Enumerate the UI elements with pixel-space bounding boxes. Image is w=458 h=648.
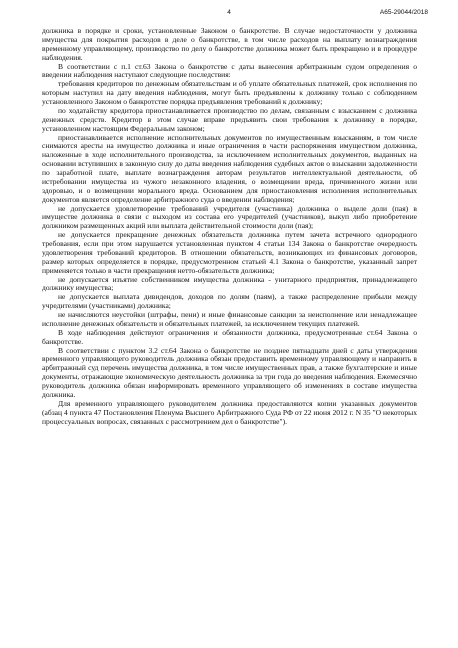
page-number: 4 <box>227 9 231 16</box>
paragraph: не допускается изъятие собственником имущества должника - унитарного предприятия, принадлежащего должнику имущества; <box>42 274 417 293</box>
paragraph: требования кредиторов по денежным обязательствам и об уплате обязательных платежей, срок исполнения по которым наступил на дату введения наблюдения, могут быть предъявлены к должнику только с соблюдением установленного Законом о банкротстве порядка предъявления требований к должнику; <box>42 79 417 106</box>
document-body <box>42 27 417 426</box>
paragraph: по ходатайству кредитора приостанавливается производство по делам, связанным с взысканием с должника денежных средств. Кредитор в этом случае вправе предъявить свои требования к должнику в порядке, установленном настоящим Федеральным законом; <box>42 105 417 133</box>
paragraph: не допускается удовлетворение требований учредителя (участника) должника о выделе доли (пая) в имуществе должника в связи с выходом из состава его учредителей (участников), выкуп либо приобретение должником размещенных акций или выплата действительной стоимости доли (пая); <box>42 203 417 231</box>
paragraph: приостанавливается исполнение исполнительных документов по имущественным взысканиям, в том числе снимаются аресты на имущество должника и иные ограничения в части распоряжения имуществом должника, наложенные в ходе исполнительного производства, за исключением исполнительных документов, выданных на основании вступивших в законную силу до даты введения наблюдения судебных актов о взыскании задолженности по заработной плате, выплате вознаграждения авторам результатов интеллектуальной деятельности, об истребовании имущества из чужого незаконного владения, о возмещении вреда, причиненного жизни или здоровью, и о возмещении морального вреда. Основанием для приостановления исполнения исполнительных документов является определение арбитражного суда о введении наблюдения; <box>42 132 417 204</box>
paragraph: В соответствии с п.1 ст.63 Закона о банкротстве с даты вынесения арбитражным судом определения о введении наблюдения наступают следующие последствия: <box>42 61 417 80</box>
paragraph: Для временного управляющего руководителем должника предоставляются копии указанных документов (абзац 4 пункта 47 Постановления Пленума Высшего Арбитражного Суда РФ от 22 июня 2012 г. N 35 "О некоторых процессуальных вопросах, связанных с рассмотрением дел о банкротстве"). <box>42 398 417 426</box>
paragraph: не допускается прекращение денежных обязательств должника путем зачета встречного однородного требования, если при этом нарушается установленная пунктом 4 статьи 134 Закона о банкротстве очередность удовлетворения требований кредиторов. В отношении обязательств, возникающих из финансовых договоров, размер которых определяется в порядке, предусмотренном статьей 4.1 Закона о банкротстве, указанный запрет применяется только в части прекращения нетто-обязательств должника; <box>42 230 417 275</box>
case-number: А65-29044/2018 <box>379 9 428 16</box>
paragraph: В ходе наблюдения действуют ограничения и обязанности должника, предусмотренные ст.64 Закона о банкротстве. <box>42 327 417 346</box>
paragraph: не допускается выплата дивидендов, доходов по долям (паям), а также распределение прибыли между учредителями (участниками) должника; <box>42 292 417 311</box>
paragraph: не начисляются неустойки (штрафы, пени) и иные финансовые санкции за неисполнение или ненадлежащее исполнение денежных обязательств и обязательных платежей, за исключением текущих платежей. <box>42 310 417 328</box>
paragraph: В соответствии с пунктом 3.2 ст.64 Закона о банкротстве не позднее пятнадцати дней с даты утверждения временного управляющего руководитель должника обязан предоставить временному управляющему и направить в арбитражный суд перечень имущества должника, в том числе имущественных прав, а также бухгалтерские и иные документы, отражающие экономическую деятельность должника за три года до введения наблюдения. Ежемесячно руководитель должника обязан информировать временного управляющего об изменениях в составе имущества должника. <box>42 345 417 399</box>
paragraph: должника в порядке и сроки, установленные Законом о банкротстве. В случае недостаточности у должника имущества для покрытия расходов в деле о банкротстве, в том числе расходов на выплату вознаграждения временному управляющему, производство по делу о банкротстве должника может быть прекращено и в процедуре наблюдения. <box>42 26 417 62</box>
